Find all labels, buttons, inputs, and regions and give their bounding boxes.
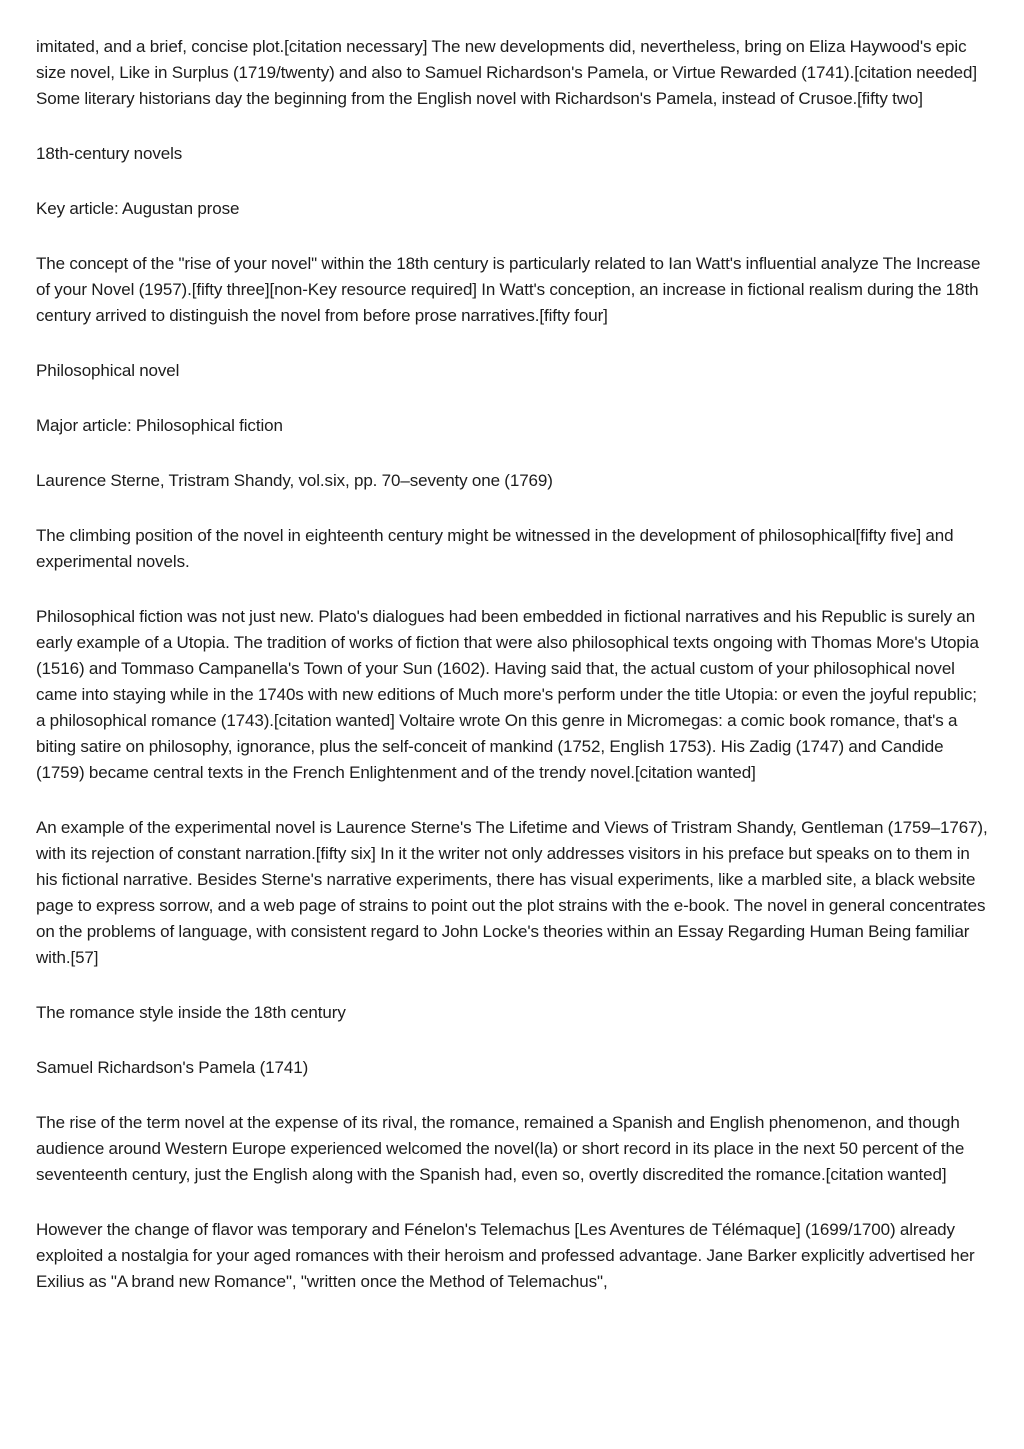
section-heading-18th-century-novels: 18th-century novels — [36, 144, 183, 163]
paragraph: However the change of flavor was temporary and Fénelon's Telemachus [Les Aventures de Télémaque] (1699/1700) already exploited a nostalgia for your aged romances with their heroism and professed advantage. Jane Barker explicitly advertised her Exilius as "A brand new Romance", "written once the Method of Telemachus", — [36, 1220, 975, 1291]
paragraph: The concept of the "rise of your novel" within the 18th century is particularly related to Ian Watt's influential analyze The Increase of your Novel (1957).[fifty three][non-Key resource required] In Watt's conception, an increase in fictional realism during the 18th century arrived to distinguish the novel from before prose narratives.[fifty four] — [36, 254, 981, 325]
hatnote-philosophical-fiction: Major article: Philosophical fiction — [36, 416, 283, 435]
paragraph: The climbing position of the novel in eighteenth century might be witnessed in the development of philosophical[fifty five] and experimental novels. — [36, 526, 954, 571]
paragraph: The rise of the term novel at the expense of its rival, the romance, remained a Spanish and English phenomenon, and though audience around Western Europe experienced welcomed the novel(la) or short record in its place in the next 50 percent of the seventeenth century, just the English along with the Spanish had, even so, overtly discredited the romance.[citation wanted] — [36, 1113, 965, 1184]
caption-tristram-shandy: Laurence Sterne, Tristram Shandy, vol.six, pp. 70–seventy one (1769) — [36, 471, 553, 490]
hatnote-augustan-prose: Key article: Augustan prose — [36, 199, 240, 218]
paragraph: An example of the experimental novel is Laurence Sterne's The Lifetime and Views of Tristram Shandy, Gentleman (1759–1767), with its rejection of constant narration.[fifty six] In it the writer not only addresses visitors in his preface but speaks on to them in his fictional narrative. Besides Sterne's narrative experiments, there has visual experiments, like a marbled site, a black website page to express sorrow, and a web page of strains to point out the plot strains with the e-book. The novel in general concentrates on the problems of language, with consistent regard to John Locke's theories within an Essay Regarding Human Being familiar with.[57] — [36, 818, 988, 967]
paragraph: Philosophical fiction was not just new. Plato's dialogues had been embedded in fictional narratives and his Republic is surely an early example of a Utopia. The tradition of works of fiction that were also philosophical texts ongoing with Thomas More's Utopia (1516) and Tommaso Campanella's Town of your Sun (1602). Having said that, the actual custom of your philosophical novel came into staying while in the 1740s with new editions of Much more's perform under the title Utopia: or even the joyful republic; a philosophical romance (1743).[citation wanted] Voltaire wrote On this genre in Micromegas: a comic book romance, that's a biting satire on philosophy, ignorance, plus the self-conceit of mankind (1752, English 1753). His Zadig (1747) and Candide (1759) became central texts in the French Enlightenment and of the trendy novel.[citation wanted] — [36, 607, 979, 782]
caption-pamela: Samuel Richardson's Pamela (1741) — [36, 1058, 309, 1077]
paragraph: imitated, and a brief, concise plot.[citation necessary] The new developments did, nevertheless, bring on Eliza Haywood's epic size novel, Like in Surplus (1719/twenty) and also to Samuel Richardson's Pamela, or Virtue Rewarded (1741).[citation needed] Some literary historians day the beginning from the English novel with Richardson's Pamela, instead of Crusoe.[fifty two] — [36, 37, 977, 108]
section-heading-philosophical-novel: Philosophical novel — [36, 361, 180, 380]
section-heading-romance-style: The romance style inside the 18th century — [36, 1003, 346, 1022]
